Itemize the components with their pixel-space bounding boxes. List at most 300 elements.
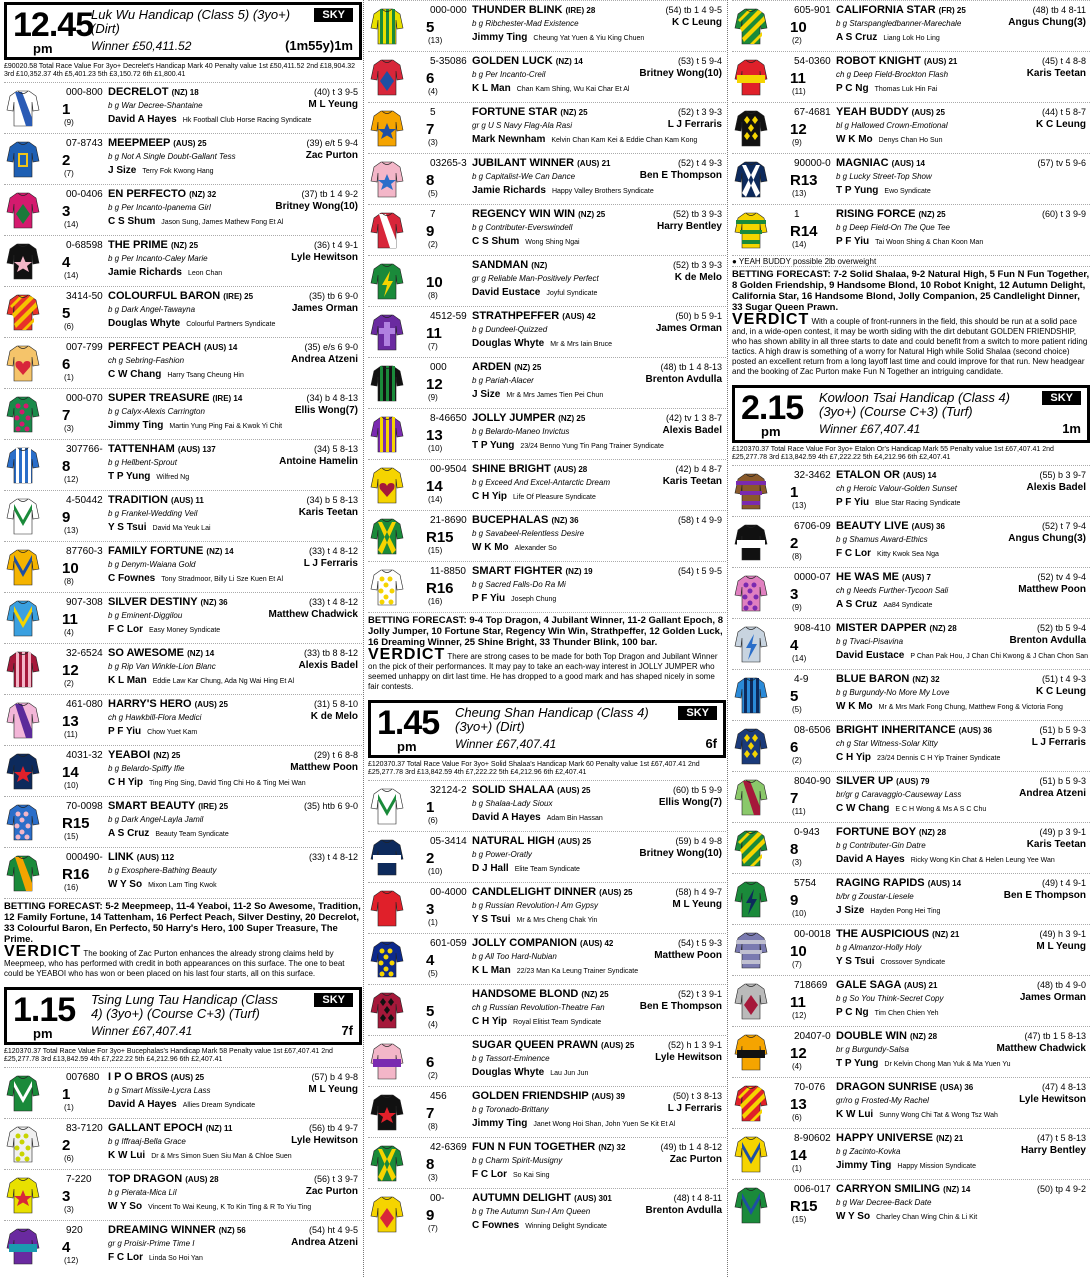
horse-breeding: b g Dark Angel-Layla Jamil — [108, 815, 204, 824]
jockey-name: Jimmy Ting Happy Mission Syndicate — [836, 1160, 976, 1171]
horse-country: (AUS) 42 — [562, 312, 596, 321]
horse-breeding: gr g Reliable Man-Positively Perfect — [472, 274, 599, 283]
jockey-silks-icon — [6, 1175, 40, 1215]
runner-form: 32-6524 — [66, 648, 103, 659]
runner-rating-weight: (49) t 4 9-1 — [1041, 878, 1086, 888]
jockey-silks-icon — [734, 108, 768, 148]
owner-name: Royal Elitist Team Syndicate — [513, 1019, 602, 1026]
horse-name: SO AWESOME (NZ) 14 — [108, 647, 215, 659]
trainer-name: Britney Wong(10) — [639, 68, 722, 79]
runner-draw: (14) — [64, 271, 79, 280]
owner-name: Joseph Chung — [511, 596, 557, 603]
jockey-silks-icon — [370, 312, 404, 352]
runner-row — [4, 1169, 362, 1220]
horse-name: MISTER DAPPER (NZ) 28 — [836, 622, 957, 634]
runner-form: 601-059 — [430, 938, 467, 949]
runner-row — [732, 1179, 1090, 1230]
runner-form: 5-35086 — [430, 56, 467, 67]
runner-number: 10 — [62, 560, 79, 577]
jockey-name: C S Shum Wong Shing Ngai — [472, 236, 580, 247]
verdict — [732, 311, 1090, 377]
horse-name: SILVER DESTINY (NZ) 36 — [108, 596, 228, 608]
jockey-silks-icon — [6, 751, 40, 791]
runner-rating-weight: (47) t 5 8-13 — [1036, 1133, 1086, 1143]
runner-form: 6706-09 — [794, 521, 831, 532]
runner-number: 12 — [426, 376, 443, 393]
runner-form: 5754 — [794, 878, 817, 889]
horse-country: (NZ) 14 — [943, 1185, 971, 1194]
runner-row — [368, 984, 726, 1035]
horse-breeding: b g Belardo-Spiffy Ifie — [108, 764, 185, 773]
runner-rating-weight: (47) tb 1 5 8-13 — [1024, 1031, 1086, 1041]
runner-draw: (2) — [792, 756, 802, 765]
horse-country: (NZ) 28 — [909, 1032, 938, 1041]
horse-name: SOLID SHALAA (AUS) 25 — [472, 784, 591, 796]
runner-number: 9 — [426, 223, 435, 240]
jockey-name: P F Yiu Blue Star Racing Syndicate — [836, 497, 961, 508]
jockey-silks-icon — [6, 394, 40, 434]
runner-draw: (11) — [64, 730, 78, 739]
runner-rating-weight: (33) tb 8 8-12 — [303, 648, 358, 658]
runner-rating-weight: (42) b 4 8-7 — [675, 464, 722, 474]
jockey-name: Jamie Richards Leon Chan — [108, 267, 223, 278]
horse-country: (AUS) 36 — [958, 726, 992, 735]
runner-number: 1 — [62, 1086, 71, 1103]
runner-rating-weight: (58) h 4 9-7 — [675, 887, 722, 897]
trainer-name: Andrea Atzeni — [291, 354, 358, 365]
trainer-name: Matthew Chadwick — [268, 609, 358, 620]
runner-number: 10 — [790, 19, 807, 36]
horse-country: (AUS) 25 — [173, 139, 207, 148]
horse-breeding: ch g Russian Revolution-Theatre Fan — [472, 1003, 605, 1012]
jockey-name: K L Man Chan Kam Shing, Wu Kai Char Et Al — [472, 83, 630, 94]
horse-country: (NZ) 21 — [932, 930, 960, 939]
horse-breeding: b g Per Incanto-Ipanema Girl — [108, 203, 211, 212]
jockey-silks-icon — [370, 990, 404, 1030]
jockey-silks-icon — [6, 1073, 40, 1113]
horse-breeding: ch g Sebring-Fashion — [108, 356, 185, 365]
jockey-name: A S Cruz Liang Lok Ho Ling — [836, 32, 940, 43]
jockey-name: Y S Tsui David Ma Yeuk Lai — [108, 522, 211, 533]
runner-form: 03265-3 — [430, 158, 467, 169]
verdict — [368, 646, 726, 692]
jockey-silks-icon — [370, 888, 404, 928]
runner-row — [368, 780, 726, 831]
trainer-name: Zac Purton — [305, 150, 358, 161]
jockey-name: C S Shum Jason Sung, James Mathew Fong Et Al — [108, 216, 284, 227]
trainer-name: K C Leung — [672, 17, 722, 28]
horse-country: (NZ) 18 — [171, 88, 199, 97]
horse-name: I P O BROS (AUS) 25 — [108, 1071, 205, 1083]
horse-name: DOUBLE WIN (NZ) 28 — [836, 1030, 938, 1042]
runner-number: 4 — [426, 952, 435, 969]
horse-country: (AUS) 7 — [902, 573, 931, 582]
trainer-name: Alexis Badel — [662, 425, 722, 436]
runner-rating-weight: (37) tb 1 4 9-2 — [301, 189, 358, 199]
race-header — [368, 700, 726, 758]
horse-country: (AUS) 36 — [911, 522, 945, 531]
runner-row — [368, 255, 726, 306]
horse-name: FUN N FUN TOGETHER (NZ) 32 — [472, 1141, 626, 1153]
runner-draw: (2) — [428, 240, 438, 249]
runner-form: 70-0098 — [66, 801, 103, 812]
race-terms: £90020.58 Total Race Value For 3yo+ Decrelet's Handicap Mark 40 Penalty value 1st £50,411.52 2nd £18,904.32 3rd £10,352.37 4th £5,401.23 5th £3,150.72 6th £1,800.41 — [4, 63, 355, 78]
runner-number: 8 — [62, 458, 71, 475]
runner-form: 8040-90 — [794, 776, 831, 787]
horse-country: (IRE) 28 — [565, 6, 596, 15]
runner-rating-weight: (50) tp 4 9-2 — [1036, 1184, 1086, 1194]
runner-form: 908-410 — [794, 623, 831, 634]
horse-country: (AUS) 25 — [170, 1073, 205, 1082]
owner-name: Linda So Hoi Yan — [149, 1255, 203, 1262]
runner-draw: (15) — [64, 832, 79, 841]
owner-name: Easy Money Syndicate — [149, 627, 221, 634]
jockey-name: C W Chang Harry Tsang Cheung Hin — [108, 369, 244, 380]
jockey-name: David A Hayes Hk Football Club Horse Racing Syndicate — [108, 114, 312, 125]
runner-row — [732, 873, 1090, 924]
runner-number: 4 — [62, 254, 71, 271]
runner-rating-weight: (53) t 5 9-4 — [677, 56, 722, 66]
jockey-silks-icon — [734, 930, 768, 970]
runner-form: 00-0406 — [66, 189, 103, 200]
runner-form: 00-0018 — [794, 929, 831, 940]
jockey-name: W K Mo Alexander So — [472, 542, 557, 553]
runner-form: 000-800 — [66, 87, 103, 98]
jockey-silks-icon — [734, 57, 768, 97]
horse-name: HAPPY UNIVERSE (NZ) 21 — [836, 1132, 964, 1144]
runner-form: 3414-50 — [66, 291, 103, 302]
race-pm: pm — [761, 424, 781, 439]
runner-row — [4, 592, 362, 643]
runner-draw: (3) — [64, 1205, 74, 1214]
jockey-silks-icon — [370, 939, 404, 979]
runner-number: 8 — [426, 1156, 435, 1173]
runner-rating-weight: (54) tb 1 4 9-5 — [665, 5, 722, 15]
runner-form: 718669 — [794, 980, 828, 991]
owner-name: Beauty Team Syndicate — [155, 831, 229, 838]
jockey-name: David Eustace Joyful Syndicate — [472, 287, 598, 298]
runner-number: 7 — [426, 121, 435, 138]
runner-rating-weight: (48) tb 1 4 8-13 — [660, 362, 722, 372]
runner-row — [368, 102, 726, 153]
trainer-name: James Orman — [291, 303, 358, 314]
jockey-silks-icon — [6, 1226, 40, 1266]
runner-draw: (13) — [64, 526, 79, 535]
trainer-name: Angus Chung(3) — [1008, 17, 1086, 28]
race-prize: Winner £50,411.52 — [91, 39, 192, 53]
race-title: Kowloon Tsai Handicap (Class 4) (3yo+) (Course C+3) (Turf) — [819, 390, 1011, 419]
runner-draw: (4) — [792, 1062, 802, 1071]
trainer-name: Brenton Avdulla — [645, 1205, 722, 1216]
trainer-name: Lyle Hewitson — [291, 1135, 358, 1146]
owner-name: Dr & Mrs Simon Suen Siu Man & Chloe Suen — [151, 1153, 292, 1160]
jockey-silks-icon — [6, 853, 40, 893]
horse-country: (AUS) 28 — [553, 465, 588, 474]
runner-number: 3 — [426, 901, 435, 918]
horse-name: GALE SAGA (AUS) 21 — [836, 979, 938, 991]
owner-name: Aa84 Syndicate — [883, 602, 933, 609]
runner-rating-weight: (40) t 3 9-5 — [313, 87, 358, 97]
owner-name: Tony Stradmoor, Billy Li Sze Kuen Et Al — [161, 576, 284, 583]
horse-name: ROBOT KNIGHT (AUS) 21 — [836, 55, 958, 67]
runner-number: 3 — [790, 586, 799, 603]
runner-number: R14 — [790, 223, 818, 240]
runner-row — [4, 490, 362, 541]
runner-number: R15 — [426, 529, 454, 546]
runner-row — [732, 0, 1090, 51]
owner-name: Lau Jun Jun — [550, 1070, 589, 1077]
runner-number: R16 — [426, 580, 454, 597]
verdict-text: The booking of Zac Purton enhances the already strong claims held by Meepmeep, who has performed with credit in both appearances on this surface. The one to beat could be YEABOI who has won or been placed on his last four starts, all on this surface. — [4, 949, 345, 978]
runner-row — [368, 1137, 726, 1188]
horse-country: (AUS) 42 — [580, 939, 614, 948]
jockey-name: Y S Tsui Mr & Mrs Cheng Chak Yin — [472, 914, 598, 925]
jockey-name: K L Man 22/23 Man Ka Leung Trainer Syndicate — [472, 965, 639, 976]
jockey-silks-icon — [734, 573, 768, 613]
runner-form: 1 — [794, 209, 800, 220]
runner-number: 2 — [790, 535, 799, 552]
owner-name: Kitty Kwok Sea Nga — [877, 551, 939, 558]
owner-name: Joyful Syndicate — [546, 290, 598, 297]
runner-draw: (3) — [428, 1173, 438, 1182]
runner-row — [4, 133, 362, 184]
runner-row — [732, 924, 1090, 975]
runner-rating-weight: (52) h 1 3 9-1 — [667, 1040, 722, 1050]
horse-country: (NZ) 14 — [187, 649, 215, 658]
jockey-silks-icon — [6, 547, 40, 587]
runner-form: 08-6506 — [794, 725, 831, 736]
runner-number: 11 — [426, 325, 442, 342]
runner-form: 70-076 — [794, 1082, 826, 1093]
owner-name: So Kai Sing — [513, 1172, 550, 1179]
horse-name: STRATHPEFFER (AUS) 42 — [472, 310, 596, 322]
horse-name: HARRY'S HERO (AUS) 25 — [108, 698, 228, 710]
owner-name: Harry Tsang Cheung Hin — [167, 372, 244, 379]
runner-row — [4, 286, 362, 337]
owner-name: Adam Bin Hassan — [546, 815, 603, 822]
jockey-silks-icon — [370, 414, 404, 454]
runner-number: 9 — [62, 509, 71, 526]
jockey-name: C H Yip Ting Ping Sing, David Ting Chi Ho & Ting Mei Wan — [108, 777, 306, 788]
tv-channel-badge: SKY — [314, 993, 353, 1007]
trainer-name: Angus Chung(3) — [1008, 533, 1086, 544]
horse-breeding: b g Pariah-Alacer — [472, 376, 534, 385]
horse-country: (NZ) 25 — [581, 990, 609, 999]
runner-rating-weight: (33) t 4 8-12 — [308, 597, 358, 607]
trainer-name: Ben E Thompson — [639, 170, 722, 181]
horse-country: (AUS) 21 — [577, 159, 611, 168]
runner-rating-weight: (57) tv 5 9-6 — [1037, 158, 1086, 168]
horse-name: ETALON OR (AUS) 14 — [836, 469, 937, 481]
owner-name: Elite Team Syndicate — [514, 866, 580, 873]
trainer-name: Alexis Badel — [1026, 482, 1086, 493]
horse-country: (NZ) 28 — [929, 624, 957, 633]
runner-rating-weight: (42) tv 1 3 8-7 — [665, 413, 722, 423]
runner-form: 42-6369 — [430, 1142, 467, 1153]
runner-form: 05-3414 — [430, 836, 467, 847]
trainer-name: Brenton Avdulla — [645, 374, 722, 385]
owner-name: Happy Mission Syndicate — [897, 1163, 976, 1170]
race-prize: Winner £67,407.41 — [819, 422, 921, 436]
owner-name: David Ma Yeuk Lai — [152, 525, 211, 532]
race-header — [4, 987, 362, 1045]
race-pm: pm — [397, 739, 417, 754]
horse-breeding: b g Per Incanto-Caley Marie — [108, 254, 208, 263]
horse-breeding: b/br g Zoustar-Liesele — [836, 892, 914, 901]
runner-draw: (10) — [64, 781, 79, 790]
horse-name: SANDMAN (NZ) — [472, 259, 548, 271]
runner-row — [368, 831, 726, 882]
horse-country: (IRE) 14 — [212, 394, 243, 403]
betting-forecast: BETTING FORECAST: 5-2 Meepmeep, 11-4 Yeaboi, 11-2 So Awesome, Tradition, 12 Family Fortune, 14 Tattenham, 16 Perfect Peach, Silver Destiny, 20 Decrelot, 33 Colourful Baron, En Perfecto, 50 Harry's Hero, 100 Super Treasure, The Prime. — [4, 898, 362, 945]
runner-rating-weight: (33) t 4 8-12 — [308, 852, 358, 862]
runner-row — [732, 720, 1090, 771]
runner-rating-weight: (45) t 4 8-8 — [1041, 56, 1086, 66]
runner-form: 5 — [430, 107, 436, 118]
horse-country: (AUS) 25 — [557, 837, 592, 846]
runner-draw: (10) — [428, 867, 443, 876]
jockey-silks-icon — [6, 1124, 40, 1164]
runner-row — [368, 1188, 726, 1239]
jockey-name: F C Lor Kitty Kwok Sea Nga — [836, 548, 939, 559]
horse-name: THE AUSPICIOUS (NZ) 21 — [836, 928, 960, 940]
horse-breeding: b g All Too Hard-Nubian — [472, 952, 557, 961]
horse-country: (NZ) 32 — [189, 190, 217, 199]
trainer-name: James Orman — [1019, 992, 1086, 1003]
runner-draw: (5) — [428, 189, 438, 198]
runner-rating-weight: (51) b 5 9-3 — [1039, 776, 1086, 786]
runner-form: 0-68598 — [66, 240, 103, 251]
runner-row — [4, 1118, 362, 1169]
jockey-name: T P Yung Dr Kelvin Chong Man Yuk & Ma Yuen Yu — [836, 1058, 1011, 1069]
horse-name: SMART BEAUTY (IRE) 25 — [108, 800, 229, 812]
runner-draw: (14) — [792, 654, 807, 663]
runner-rating-weight: (31) 5 8-10 — [313, 699, 358, 709]
owner-name: Chan Kam Shing, Wu Kai Char Et Al — [516, 86, 630, 93]
horse-breeding: b g Deep Field-On The Que Tee — [836, 223, 950, 232]
owner-name: Kelvin Chan Kam Kei & Eddie Chan Kam Kong — [551, 137, 698, 144]
runner-rating-weight: (51) b 5 9-3 — [1039, 725, 1086, 735]
runner-number: 1 — [62, 101, 71, 118]
jockey-silks-icon — [734, 1083, 768, 1123]
jockey-silks-icon — [6, 88, 40, 128]
tv-channel-badge: SKY — [678, 706, 717, 720]
runner-row — [368, 153, 726, 204]
jockey-name: C H Yip Royal Elitist Team Syndicate — [472, 1016, 602, 1027]
horse-name: FORTUNE BOY (NZ) 28 — [836, 826, 947, 838]
horse-country: (IRE) 25 — [198, 802, 229, 811]
horse-breeding: ch g Deep Field-Brockton Flash — [836, 70, 949, 79]
horse-country: (NZ) 36 — [200, 598, 228, 607]
runner-draw: (16) — [64, 883, 79, 892]
horse-name: CANDLELIGHT DINNER (AUS) 25 — [472, 886, 633, 898]
jockey-name: W Y So Mixon Lam Ting Kwok — [108, 879, 217, 890]
owner-name: Colourful Partners Syndicate — [186, 321, 276, 328]
horse-breeding: b g Power-Oratly — [472, 850, 532, 859]
jockey-silks-icon — [6, 649, 40, 689]
trainer-name: Ellis Wong(7) — [294, 405, 358, 416]
runner-row — [368, 51, 726, 102]
runner-row — [4, 235, 362, 286]
runner-row — [368, 561, 726, 612]
runner-form: 11-8850 — [430, 566, 466, 577]
runner-number: 12 — [62, 662, 79, 679]
runner-number: 10 — [790, 943, 807, 960]
horse-breeding: b g Belardo-Maneo Invictus — [472, 427, 570, 436]
jockey-silks-icon — [370, 1092, 404, 1132]
horse-breeding: b g Charm Spirit-Musigny — [472, 1156, 563, 1165]
jockey-name: Jamie Richards Happy Valley Brothers Syndicate — [472, 185, 654, 196]
horse-name: PERFECT PEACH (AUS) 14 — [108, 341, 238, 353]
race-distance: 7f — [341, 1023, 353, 1038]
trainer-name: L J Ferraris — [667, 1103, 722, 1114]
race-title: Cheung Shan Handicap (Class 4) (3yo+) (Dirt) — [455, 705, 649, 734]
jockey-silks-icon — [6, 802, 40, 842]
runner-number: 7 — [426, 1105, 435, 1122]
runner-rating-weight: (44) t 5 8-7 — [1041, 107, 1086, 117]
jockey-silks-icon — [370, 516, 404, 556]
runner-draw: (14) — [428, 495, 443, 504]
tv-channel-badge: SKY — [314, 8, 353, 22]
owner-name: Wilfred Ng — [156, 474, 190, 481]
runner-rating-weight: (52) t 3 9-1 — [677, 989, 722, 999]
runner-draw: (3) — [792, 858, 802, 867]
runner-number: 14 — [62, 764, 79, 781]
horse-breeding: br g Burgundy-Salsa — [836, 1045, 909, 1054]
jockey-silks-icon — [370, 363, 404, 403]
runner-form: 0000-07 — [794, 572, 831, 583]
verdict — [4, 943, 362, 979]
owner-name: Ting Ping Sing, David Ting Chi Ho & Ting Mei Wan — [149, 780, 306, 787]
runner-rating-weight: (49) h 3 9-1 — [1039, 929, 1086, 939]
runner-row — [732, 567, 1090, 618]
runner-form: 8-90602 — [794, 1133, 831, 1144]
runner-row — [732, 51, 1090, 102]
horse-breeding: b g Not A Single Doubt-Gallant Tess — [108, 152, 236, 161]
horse-name: BLUE BARON (NZ) 32 — [836, 673, 940, 685]
runner-form: 920 — [66, 1225, 83, 1236]
verdict-label: VERDICT — [732, 311, 810, 328]
runner-draw: (7) — [428, 342, 438, 351]
runner-rating-weight: (58) t 4 9-9 — [677, 515, 722, 525]
horse-name: DECRELOT (NZ) 18 — [108, 86, 199, 98]
verdict-text: There are strong cases to be made for both Top Dragon and Jubilant Winner on the pick of their performances. It may pay to take an each-way interest in JOLLY JUMPER who seemed unhappy on dirt last time. He has dropped to a good mark and has shaped nicely in some fair contests. — [368, 652, 718, 691]
runner-draw: (2) — [64, 679, 74, 688]
horse-breeding: b g Savabeel-Relentless Desire — [472, 529, 585, 538]
horse-country: (AUS) 21 — [924, 57, 958, 66]
horse-breeding: gr g U S Navy Flag-Ala Rasi — [472, 121, 573, 130]
runner-row — [4, 1067, 362, 1118]
horse-country: (AUS) 14 — [203, 343, 238, 352]
horse-name: GOLDEN FRIENDSHIP (AUS) 39 — [472, 1090, 625, 1102]
race-terms: £120370.37 Total Race Value For 3yo+ Solid Shalaa's Handicap Mark 60 Penalty value 1st £67,407.41 2nd £25,277.78 3rd £13,842.59 4th £7,222.22 5th £4,212.96 6th £2,407.41 — [368, 761, 700, 776]
horse-breeding: b g Exosphere-Bathing Beauty — [108, 866, 217, 875]
runner-form: 87760-3 — [66, 546, 103, 557]
horse-breeding: gr g Proisir-Prime Time I — [108, 1239, 195, 1248]
trainer-name: Harry Bentley — [656, 221, 722, 232]
jockey-name: T P Yung Ewo Syndicate — [836, 185, 931, 196]
horse-breeding: b g Zacinto-Kovka — [836, 1147, 901, 1156]
owner-name: Chow Yuet Kam — [147, 729, 198, 736]
runner-row — [368, 306, 726, 357]
jockey-silks-icon — [370, 837, 404, 877]
horse-country: (USA) 36 — [939, 1083, 974, 1092]
owner-name: Denys Chan Ho Sun — [878, 137, 943, 144]
runner-draw: (4) — [64, 628, 74, 637]
jockey-name: P F Yiu Chow Yuet Kam — [108, 726, 198, 737]
horse-breeding: b g Ribchester-Mad Existence — [472, 19, 579, 28]
trainer-name: Ben E Thompson — [639, 1001, 722, 1012]
